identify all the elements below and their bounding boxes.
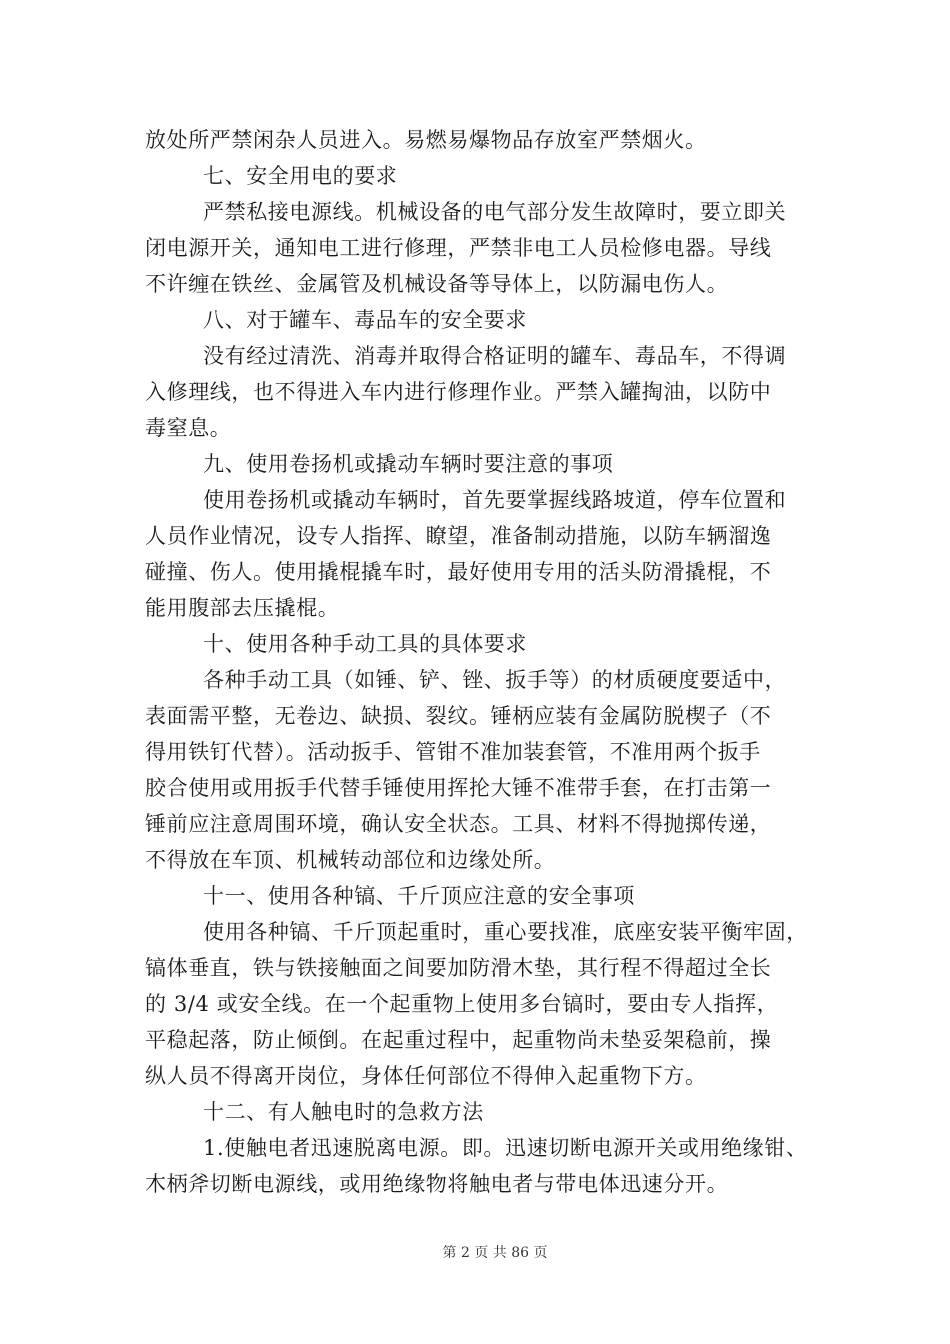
paragraph-line: 没有经过清洗、消毒并取得合格证明的罐车、毒品车，不得调 <box>203 344 787 368</box>
paragraph-line: 1.使触电者迅速脱离电源。即。迅速切断电源开关或用绝缘钳、 <box>203 1136 808 1160</box>
paragraph-line: 毒窒息。 <box>145 416 232 440</box>
page-number: 第 2 页 共 86 页 <box>442 1245 548 1261</box>
paragraph-line: 纵人员不得离开岗位，身体任何部位不得伸入起重物下方。 <box>145 1064 707 1088</box>
paragraph-line: 不许缠在铁丝、金属管及机械设备等导体上，以防漏电伤人。 <box>145 272 729 296</box>
section-heading: 七、安全用电的要求 <box>203 164 398 188</box>
paragraph-line: 的 3/4 或安全线。在一个起重物上使用多台镐时，要由专人指挥， <box>145 992 779 1016</box>
paragraph-line: 能用腹部去压撬棍。 <box>145 596 340 620</box>
paragraph-line: 锤前应注意周围环境，确认安全状态。工具、材料不得抛掷传递， <box>145 812 772 836</box>
page-footer <box>0 1242 950 1262</box>
paragraph-line: 胶合使用或用扳手代替手锤使用挥抡大锤不准带手套，在打击第一 <box>145 776 772 800</box>
paragraph-line: 放处所严禁闲杂人员进入。易燃易爆物品存放室严禁烟火。 <box>145 128 707 152</box>
paragraph-line: 使用卷扬机或撬动车辆时，首先要掌握线路坡道，停车位置和 <box>203 488 787 512</box>
paragraph-line: 使用各种镐、千斤顶起重时，重心要找准，底座安装平衡牢固， <box>203 920 808 944</box>
paragraph-line: 各种手动工具（如锤、铲、锉、扳手等）的材质硬度要适中， <box>203 668 787 692</box>
section-heading: 十一、使用各种镐、千斤顶应注意的安全事项 <box>203 884 635 908</box>
paragraph-line: 入修理线，也不得进入车内进行修理作业。严禁入罐掏油，以防中 <box>145 380 772 404</box>
paragraph-line: 表面需平整，无卷边、缺损、裂纹。锤柄应装有金属防脱楔子（不 <box>145 704 772 728</box>
section-heading: 十、使用各种手动工具的具体要求 <box>203 632 527 656</box>
paragraph-line: 平稳起落，防止倾倒。在起重过程中，起重物尚未垫妥架稳前，操 <box>145 1028 772 1052</box>
paragraph-line: 碰撞、伤人。使用撬棍撬车时，最好使用专用的活头防滑撬棍，不 <box>145 560 772 584</box>
paragraph-line: 镐体垂直，铁与铁接触面之间要加防滑木垫，其行程不得超过全长 <box>145 956 772 980</box>
section-heading: 八、对于罐车、毒品车的安全要求 <box>203 308 527 332</box>
paragraph-line: 得用铁钉代替）。活动扳手、管钳不准加装套管，不准用两个扳手 <box>145 740 761 764</box>
section-heading: 九、使用卷扬机或撬动车辆时要注意的事项 <box>203 452 614 476</box>
paragraph-line: 木柄斧切断电源线，或用绝缘物将触电者与带电体迅速分开。 <box>145 1172 729 1196</box>
paragraph-line: 不得放在车顶、机械转动部位和边缘处所。 <box>145 848 556 872</box>
paragraph-line: 人员作业情况，设专人指挥、瞭望，准备制动措施，以防车辆溜逸 <box>145 524 772 548</box>
section-heading: 十二、有人触电时的急救方法 <box>203 1100 484 1124</box>
paragraph-line: 闭电源开关，通知电工进行修理，严禁非电工人员检修电器。导线 <box>145 236 772 260</box>
paragraph-line: 严禁私接电源线。机械设备的电气部分发生故障时，要立即关 <box>203 200 787 224</box>
